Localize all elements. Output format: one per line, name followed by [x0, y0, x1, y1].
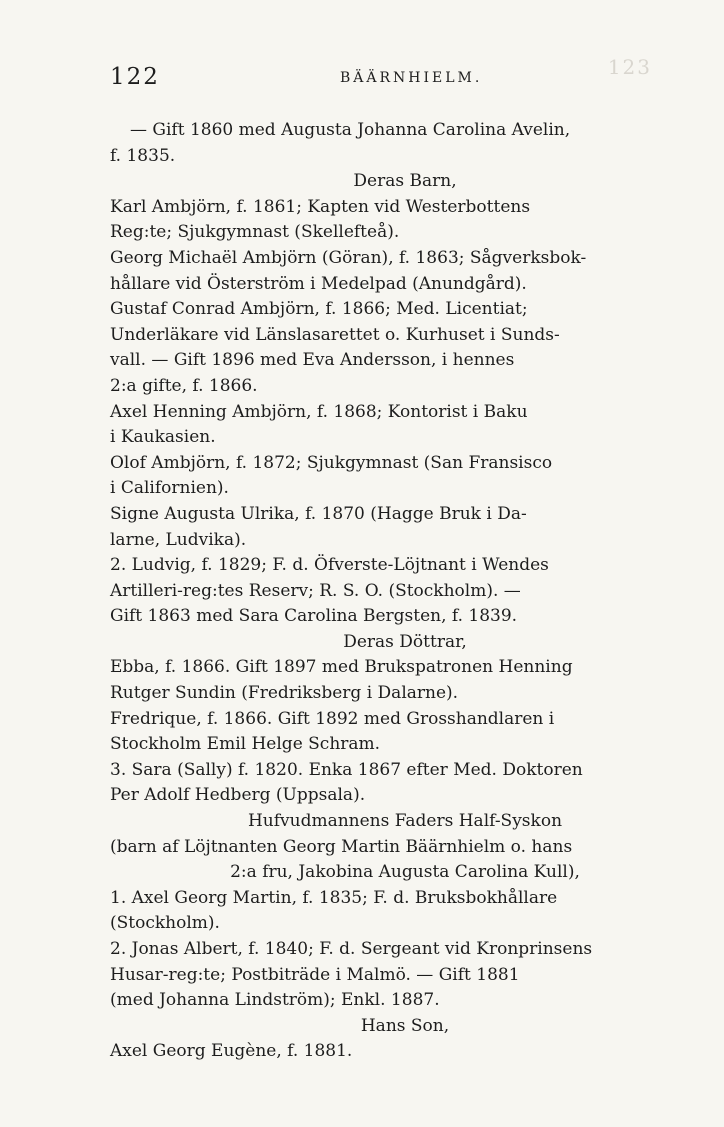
text-line: i Californien). [110, 478, 229, 499]
text-line: Stockholm Emil Helge Schram. [110, 734, 381, 755]
section-heading: Hufvudmannens Faders Half-Syskon [247, 811, 563, 832]
text-line: f. 1835. [110, 145, 176, 166]
text-line: 2:a fru, Jakobina Augusta Carolina Kull), [230, 862, 580, 883]
text-line: Per Adolf Hedberg (Uppsala). [110, 785, 366, 806]
text-line: Georg Michaël Ambjörn (Göran), f. 1863; Sågverksbok- [110, 247, 587, 268]
text-line: Fredrique, f. 1866. Gift 1892 med Grosshandlaren i [110, 708, 555, 729]
text-line: Artilleri-reg:tes Reserv; R. S. O. (Stockholm). — [110, 580, 521, 601]
text-line: (Stockholm). [110, 913, 220, 934]
running-head: BÄÄRNHIELM. [340, 70, 483, 86]
text-line: Rutger Sundin (Fredriksberg i Dalarne). [110, 683, 459, 704]
text-line: Underläkare vid Länslasarettet o. Kurhuset i Sunds- [110, 324, 560, 345]
text-line: Axel Georg Eugène, f. 1881. [110, 1041, 353, 1062]
text-line: Husar-reg:te; Postbiträde i Malmö. — Gift 1881 [110, 964, 520, 985]
text-line: — Gift 1860 med Augusta Johanna Carolina Avelin, [130, 120, 571, 140]
text-line: i Kaukasien. [110, 427, 216, 448]
page-header [110, 64, 670, 94]
text-line: Gift 1863 med Sara Carolina Bergsten, f. 1839. [110, 606, 518, 627]
text-line: Karl Ambjörn, f. 1861; Kapten vid Westerbottens [110, 196, 531, 217]
section-heading: Deras Barn, [353, 171, 457, 192]
text-line: 1. Axel Georg Martin, f. 1835; F. d. Bruksbokhållare [110, 887, 558, 908]
text-line: 2. Jonas Albert, f. 1840; F. d. Sergeant vid Kronprinsens [110, 939, 593, 959]
text-line: 3. Sara (Sally) f. 1820. Enka 1867 efter Med. Doktoren [110, 759, 583, 780]
text-line: Olof Ambjörn, f. 1872; Sjukgymnast (San Fransisco [110, 452, 553, 473]
text-line: (med Johanna Lindström); Enkl. 1887. [110, 990, 440, 1011]
text-line: Ebba, f. 1866. Gift 1897 med Brukspatronen Henning [110, 657, 573, 678]
text-line: Reg:te; Sjukgymnast (Skellefteå). [110, 222, 400, 243]
text-line: larne, Ludvika). [110, 529, 247, 550]
text-line: vall. — Gift 1896 med Eva Andersson, i hennes [110, 350, 515, 371]
body-text [110, 118, 700, 1065]
bleed-through-header: 123 [607, 55, 652, 79]
text-line: Gustaf Conrad Ambjörn, f. 1866; Med. Licentiat; [110, 299, 528, 320]
text-line: (barn af Löjtnanten Georg Martin Bäärnhielm o. hans [110, 836, 573, 857]
section-heading: Deras Döttrar, [343, 631, 467, 652]
page-number: 122 [110, 64, 160, 90]
text-line: 2. Ludvig, f. 1829; F. d. Öfverste-Löjtnant i Wendes [110, 555, 549, 576]
text-line: Signe Augusta Ulrika, f. 1870 (Hagge Bruk i Da- [110, 503, 527, 524]
section-heading: Hans Son, [360, 1015, 450, 1036]
text-line: 2:a gifte, f. 1866. [110, 375, 258, 396]
text-line: Axel Henning Ambjörn, f. 1868; Kontorist i Baku [110, 401, 528, 422]
text-line: hållare vid Österström i Medelpad (Anundgård). [110, 273, 527, 294]
